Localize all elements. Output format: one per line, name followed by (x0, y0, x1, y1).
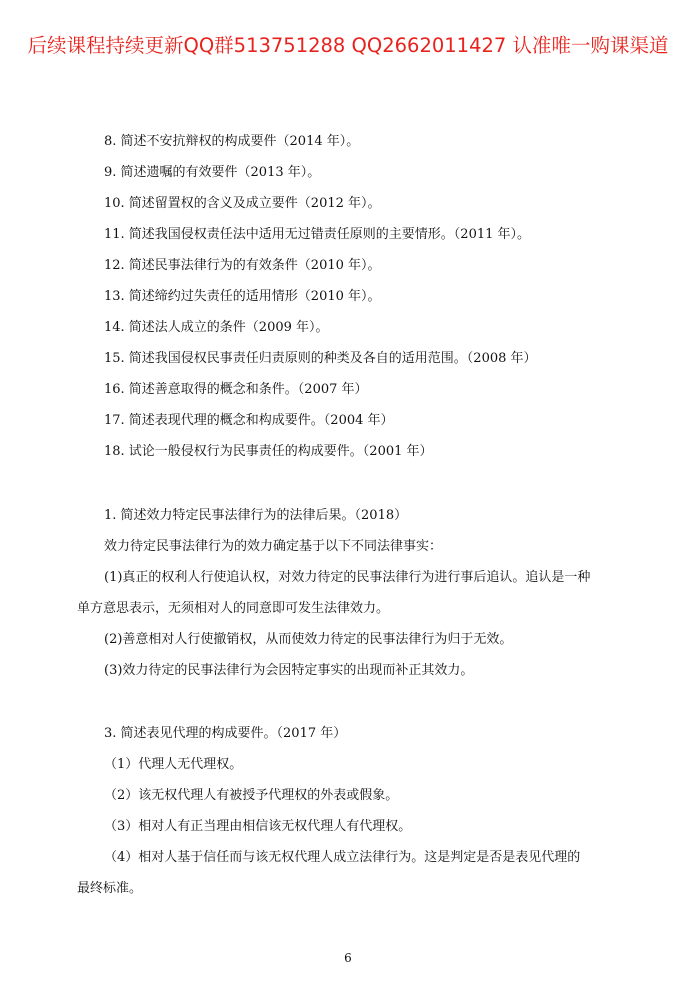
paragraph: 效力待定民事法律行为的效力确定基于以下不同法律事实： (104, 539, 443, 554)
page-number: 6 (344, 951, 352, 965)
list-item: 18. 试论一般侵权行为民事责任的构成要件。（2001 年） (104, 444, 433, 459)
paragraph: (1)真正的权利人行使追认权，对效力待定的民事法律行为进行事后追认。追认是一种 (104, 570, 591, 585)
paragraph: （1）代理人无代理权。 (104, 757, 243, 772)
paragraph: （2）该无权代理人有被授予代理权的外表或假象。 (104, 788, 399, 803)
list-item: 17. 简述表现代理的概念和构成要件。（2004 年） (104, 413, 394, 428)
question-title: 1. 简述效力特定民事法律行为的法律后果。（2018） (104, 508, 408, 523)
paragraph: (2)善意相对人行使撤销权，从而使效力待定的民事法律行为归于无效。 (104, 632, 513, 647)
paragraph-continuation: 最终标准。 (77, 881, 143, 896)
header-banner: 后续课程持续更新QQ群513751288 QQ2662011427 认准唯一购课渠道 (27, 34, 669, 57)
list-item: 10. 简述留置权的含义及成立要件（2012 年）。 (104, 196, 381, 211)
list-item: 12. 简述民事法律行为的有效条件（2010 年）。 (104, 258, 381, 273)
list-item: 9. 简述遗嘱的有效要件（2013 年）。 (104, 165, 321, 180)
list-item: 16. 简述善意取得的概念和条件。（2007 年） (104, 382, 368, 397)
paragraph-continuation: 单方意思表示，无须相对人的同意即可发生法律效力。 (77, 601, 390, 616)
list-item: 11. 简述我国侵权责任法中适用无过错责任原则的主要情形。（2011 年）。 (104, 227, 531, 242)
list-item: 15. 简述我国侵权民事责任归责原则的种类及各自的适用范围。（2008 年） (104, 351, 537, 366)
question-title: 3. 简述表见代理的构成要件。（2017 年） (104, 726, 347, 741)
paragraph: （4）相对人基于信任而与该无权代理人成立法律行为。这是判定是否是表见代理的 (104, 850, 581, 865)
list-item: 13. 简述缔约过失责任的适用情形（2010 年）。 (104, 289, 381, 304)
list-item: 14. 简述法人成立的条件（2009 年）。 (104, 320, 329, 335)
paragraph: (3)效力待定的民事法律行为会因特定事实的出现而补正其效力。 (104, 663, 474, 678)
list-item: 8. 简述不安抗辩权的构成要件（2014 年）。 (104, 134, 360, 149)
paragraph: （3）相对人有正当理由相信该无权代理人有代理权。 (104, 819, 412, 834)
